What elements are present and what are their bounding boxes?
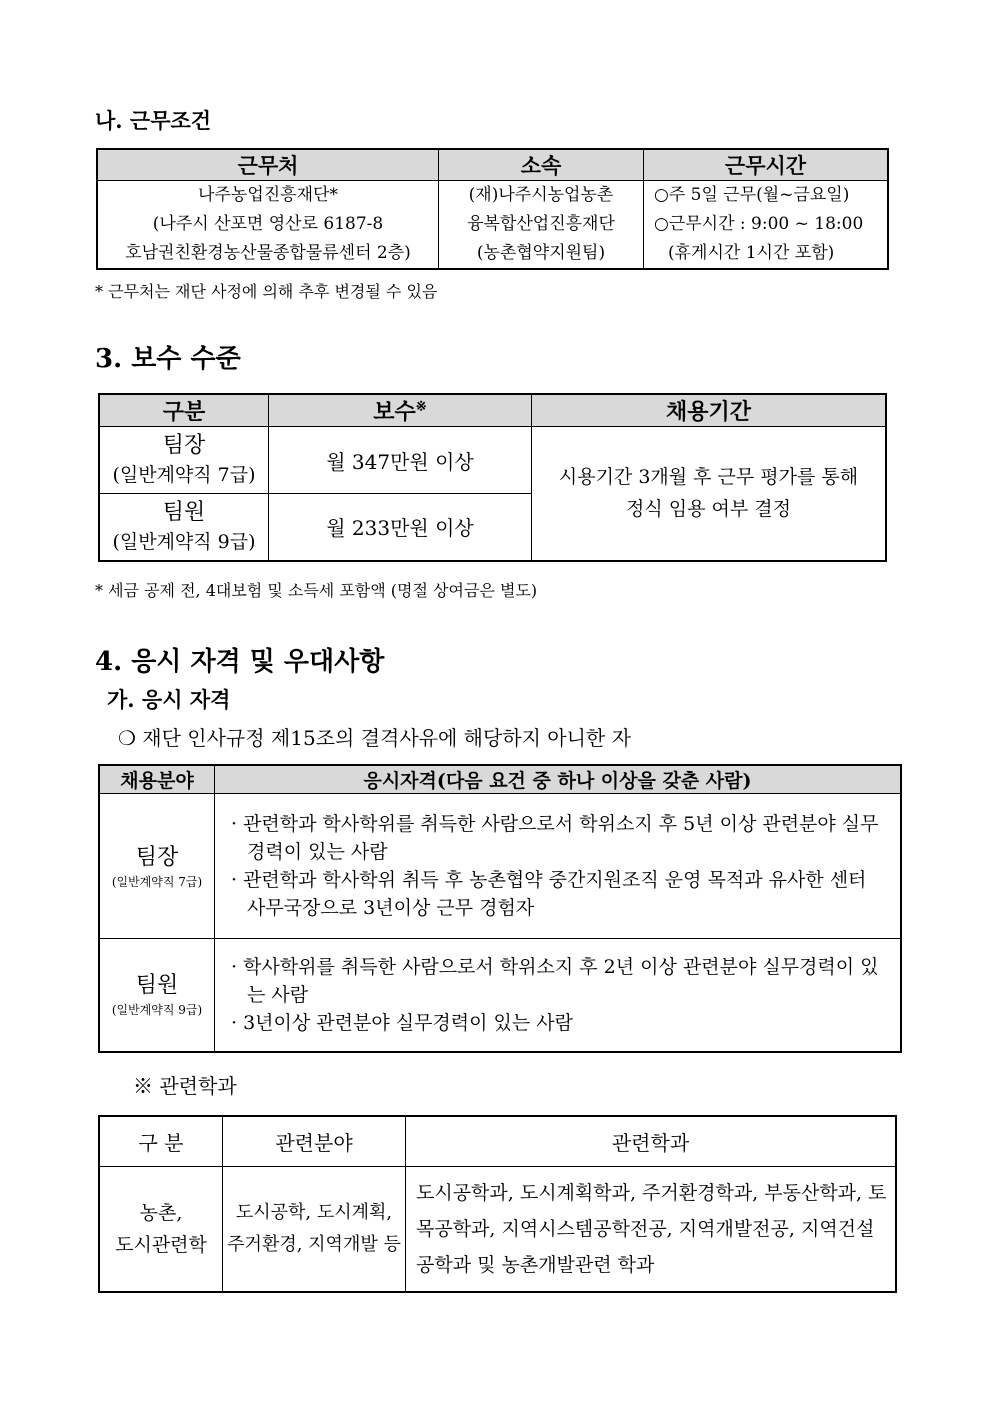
workplace-line: 나주농업진흥재단* bbox=[198, 185, 338, 205]
qualification-item: · 관련학과 학사학위 취득 후 농촌협약 중간지원조직 운영 목적과 유사한 센터 사무국장으로 3년이상 근무 경험자 bbox=[231, 869, 867, 919]
header-affiliation: 소속 bbox=[439, 149, 644, 181]
role-name: 팀장 bbox=[162, 433, 206, 458]
header-period: 채용기간 bbox=[532, 394, 887, 427]
workplace-cell bbox=[97, 181, 439, 270]
header-hours: 근무시간 bbox=[644, 149, 889, 181]
related-category-cell bbox=[99, 1166, 223, 1292]
section-title-work-conditions: 나. 근무조건 bbox=[95, 108, 212, 133]
qualification-items-cell bbox=[215, 794, 902, 939]
header-related-depts: 관련학과 bbox=[406, 1116, 897, 1166]
header-pay-mark: ※ bbox=[415, 399, 427, 415]
header-pay-label: 보수 bbox=[373, 399, 416, 425]
qualification-item: · 학사학위를 취득한 사람으로서 학위소지 후 2년 이상 관련분야 실무경력이 있는 사람 bbox=[231, 955, 879, 1006]
role-grade: (일반계약직 7급) bbox=[111, 874, 203, 889]
salary-role-cell bbox=[99, 494, 269, 561]
field-line: 주거환경, 지역개발 등 bbox=[227, 1233, 401, 1255]
header-requirements: 응시자격(다음 요건 중 하나 이상을 갖춘 사람) bbox=[215, 765, 902, 794]
period-line: 정식 임용 여부 결정 bbox=[626, 498, 791, 521]
affiliation-line: 융복합산업진흥재단 bbox=[467, 214, 615, 234]
qualification-intro: ❍ 재단 인사규정 제15조의 결격사유에 해당하지 아니한 자 bbox=[118, 726, 631, 750]
role-name: 팀원 bbox=[135, 973, 179, 999]
related-departments-table bbox=[98, 1115, 897, 1293]
qualification-item: · 관련학과 학사학위를 취득한 사람으로서 학위소지 후 5년 이상 관련분야 실무경력이 있는 사람 bbox=[231, 813, 879, 863]
role-name: 팀원 bbox=[162, 499, 206, 525]
affiliation-line: (농촌협약지원팀) bbox=[476, 243, 606, 263]
salary-role-cell bbox=[99, 427, 269, 494]
salary-pay-cell: 월 233만원 이상 bbox=[269, 494, 532, 561]
category-line: 도시관련학 bbox=[115, 1233, 207, 1256]
work-conditions-table bbox=[96, 148, 889, 270]
qualification-role-cell bbox=[99, 794, 215, 939]
qualification-item: · 3년이상 관련분야 실무경력이 있는 사람 bbox=[231, 1011, 573, 1034]
period-line: 시용기간 3개월 후 근무 평가를 통해 bbox=[558, 466, 859, 489]
section-title-qualification: 4. 응시 자격 및 우대사항 bbox=[95, 647, 385, 677]
qualification-table bbox=[98, 764, 902, 1053]
header-related-field: 관련분야 bbox=[223, 1116, 406, 1166]
hours-cell bbox=[644, 181, 889, 270]
subsection-title-qualification: 가. 응시 자격 bbox=[107, 687, 231, 712]
role-grade: (일반계약직 9급) bbox=[112, 530, 256, 553]
section-title-salary: 3. 보수 수준 bbox=[95, 344, 241, 374]
related-departments-title: ※ 관련학과 bbox=[133, 1074, 237, 1098]
qualification-role-cell bbox=[99, 939, 215, 1052]
hours-line: (휴게시간 1시간 포함) bbox=[668, 243, 835, 263]
hours-line: ○근무시간 : 9:00 ~ 18:00 bbox=[654, 214, 864, 234]
work-conditions-note: * 근무처는 재단 사정에 의해 추후 변경될 수 있음 bbox=[95, 282, 438, 301]
role-grade: (일반계약직 7급) bbox=[112, 464, 256, 486]
salary-table bbox=[98, 393, 887, 562]
header-category: 구분 bbox=[99, 394, 269, 427]
header-classification: 구 분 bbox=[99, 1116, 223, 1166]
workplace-line: 호남권친환경농산물종합물류센터 2층) bbox=[125, 243, 411, 263]
affiliation-line: (재)나주시농업농촌 bbox=[468, 185, 614, 205]
workplace-line: (나주시 산포면 영산로 6187-8 bbox=[152, 214, 384, 234]
header-workplace: 근무처 bbox=[97, 149, 439, 181]
role-grade: (일반계약직 9급) bbox=[111, 1003, 203, 1018]
header-field: 채용분야 bbox=[99, 765, 215, 794]
salary-period-cell bbox=[532, 427, 887, 561]
header-pay bbox=[269, 394, 532, 427]
category-line: 농촌, bbox=[139, 1201, 183, 1224]
salary-pay-cell: 월 347만원 이상 bbox=[269, 427, 532, 494]
affiliation-cell bbox=[439, 181, 644, 270]
related-depts-cell: 도시공학과, 도시계획학과, 주거환경학과, 부동산학과, 토목공학과, 지역시스템공학전공, 지역개발전공, 지역건설공학과 및 농촌개발관련 학과 bbox=[406, 1166, 897, 1292]
qualification-items-cell bbox=[215, 939, 902, 1052]
hours-line: ○주 5일 근무(월~금요일) bbox=[654, 185, 850, 205]
salary-note: * 세금 공제 전, 4대보험 및 소득세 포함액 (명절 상여금은 별도) bbox=[95, 581, 538, 600]
related-fields-cell bbox=[223, 1166, 406, 1292]
field-line: 도시공학, 도시계획, bbox=[235, 1201, 393, 1223]
role-name: 팀장 bbox=[135, 844, 179, 870]
